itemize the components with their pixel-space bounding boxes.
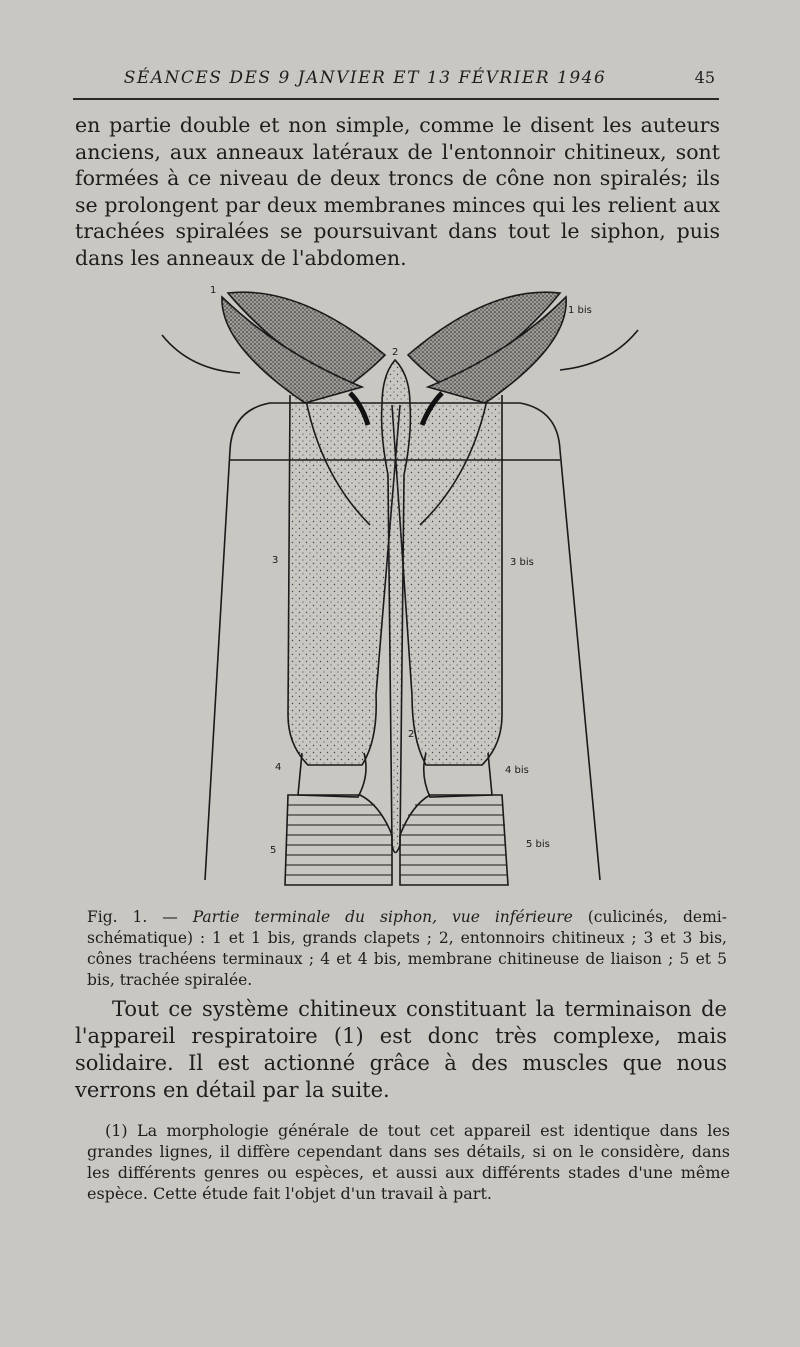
label-3: 3 [272, 555, 279, 566]
page-number: 45 [694, 68, 715, 87]
label-4: 4 [275, 762, 282, 773]
running-head: SÉANCES DES 9 JANVIER ET 13 FÉVRIER 1946 [123, 68, 607, 88]
label-2-mid: 2 [408, 729, 415, 740]
label-1: 1 [210, 285, 217, 296]
body-paragraph-1: en partie double et non simple, comme le disent les auteurs anciens, aux anneaux latéraux de l'entonnoir chitineux, sont formées à ce niveau de deux troncs de cône non spiralés; ils se prolongent par deux membranes minces qui les relient aux trachées spiralées se poursuivant dans tout le siphon, puis dans les anneaux de l'abdomen. [75, 113, 720, 270]
body-paragraph-2: Tout ce système chitineux constituant la terminaison de l'appareil respiratoire (1) est donc très complexe, mais solidaire. Il est actionné grâce à des muscles que nous verrons en détail par la suite. [75, 997, 727, 1102]
label-5bis: 5 bis [526, 839, 550, 850]
figure-caption [87, 907, 727, 991]
siphon-illustration [130, 275, 670, 900]
footnote: (1) La morphologie générale de tout cet appareil est identique dans les grandes lignes, il diffère cependant dans ses détails, si on le considère, dans les différents genres ou espèces, et aussi aux différents stades d'une même espèce. Cette étude fait l'objet d'un travail à part. [87, 1121, 730, 1203]
figure-siphon-diagram [130, 275, 670, 900]
caption-label: Fig. 1. — [87, 908, 193, 926]
header-rule [73, 98, 719, 100]
label-4bis: 4 bis [505, 765, 529, 776]
label-1bis: 1 bis [568, 305, 592, 316]
label-3bis: 3 bis [510, 557, 534, 568]
label-2-top: 2 [392, 347, 399, 358]
caption-title: Partie terminale du siphon, vue inférieure [192, 908, 573, 926]
caption-text: (culicinés, demi-schématique) : 1 et 1 bis, grands clapets ; 2, entonnoirs chitineux ; 3 et 3 bis, cônes trachéens terminaux ; 4 et 4 bis, membrane chitineuse de liaison ; 5 et 5 bis, trachée spiralée. [87, 908, 727, 989]
label-5: 5 [270, 845, 277, 856]
page-header [75, 68, 715, 98]
